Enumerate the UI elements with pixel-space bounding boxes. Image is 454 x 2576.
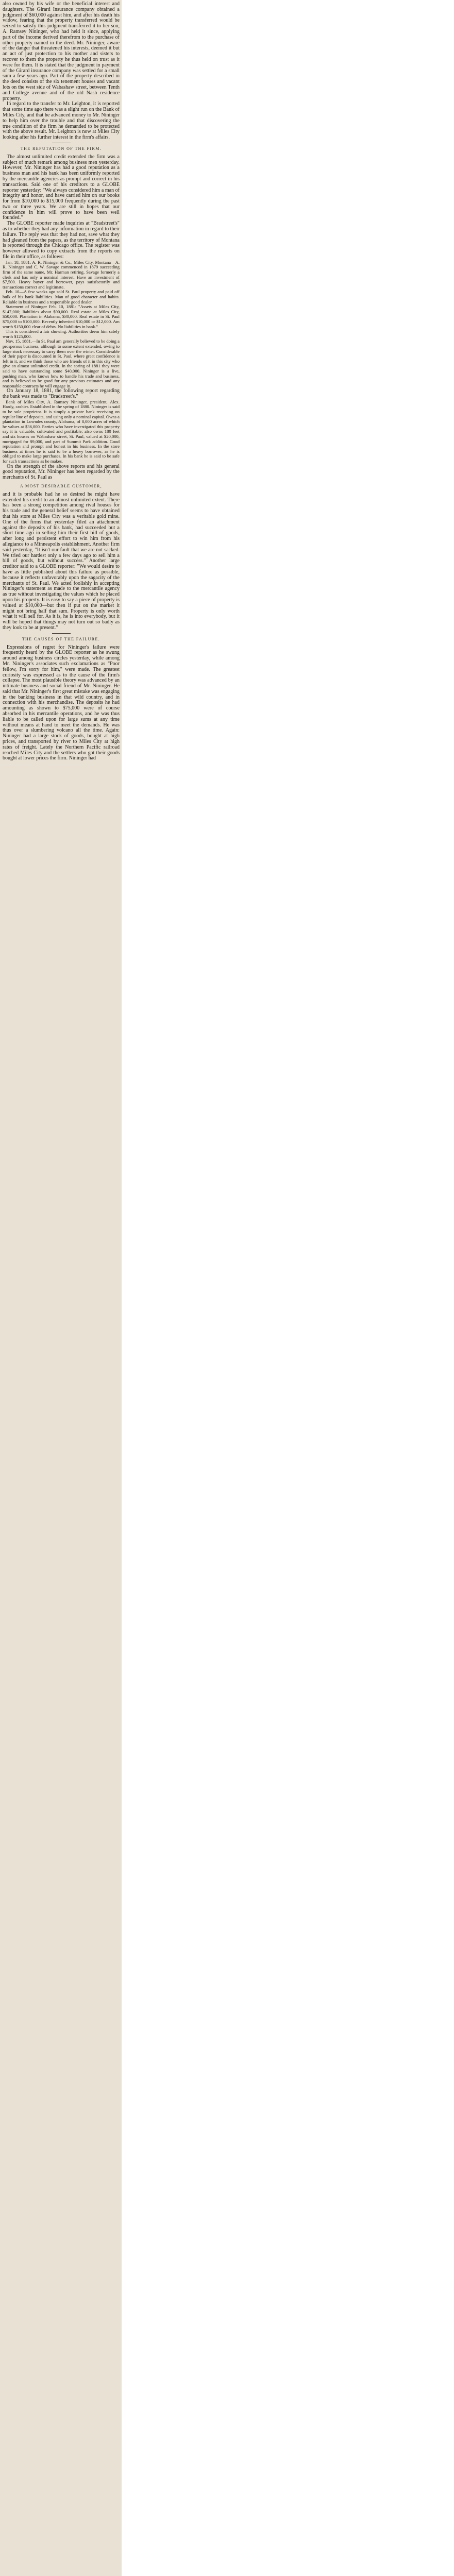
section-divider xyxy=(52,633,71,634)
report-entry: Nov. 15, 1881.—In St. Paul am generally believed to be doing a prosperous business, although to some extent extended, owing to large stock necessary to carry them over the winter. Considerable of their paper is discounted in St. Paul, where great confidence is felt in it, and we think those who are friends of it in this city who give an almost unlimited credit. In the spring of 1881 they were said to have outstanding some $40,000. Nininger is a live, pushing man, who knows how to handle his trade and business, and is believed to be good for any previous estimates and any reasonable contracts he will engage in. xyxy=(3,338,120,388)
paragraph: The almost unlimited credit extended the firm was a subject of much remark among business men yesterday. However, Mr. Nininger has had a good reputation as a business man and his bank has been uniformly reported by the mercantile agencies as prompt and correct in his transactions. Said one of his creditors to a GLOBE reporter yesterday: "We always considered him a man of integrity and honor, and have carried him on our books for from $10,000 to $15,000 frequently during the past two or three years. We are still in hopes that our confidence in him will prove to have been well founded." xyxy=(3,154,120,221)
report-entry: Jan. 18, 1881. A. R. Nininger & Co., Miles City, Montana—A. R. Nininger and C. W. Savage commenced in 1879 succeeding firm of the same name, Mr. Harman retiring. Savage formerly a clerk and has only a nominal interest. Have an investment of $7,500. Heavy buyer and borrower, pays satisfactorily and transactions correct and legitimate. xyxy=(3,259,120,290)
paragraph: The GLOBE reporter made inquiries at "Bradstreet's" as to whether they had any information in regard to their failure. The reply was that they had not, save what they had gleaned from the papers, as the territory of Montana is reported through the Chicago office. The register was however allowed to copy extracts from the reports on file in their office, as follows: xyxy=(3,221,120,260)
report-entry: Feb. 10—A few weeks ago sold St. Paul property and paid off bulk of his bank liabilities. Man of good character and habits. Reliable in business and a responsible good dealer. xyxy=(3,289,120,304)
section-causes xyxy=(3,637,120,762)
newspaper-column xyxy=(0,0,122,2576)
report-entry: Statement of Nininger Feb. 10, 1881: "Assets at Miles City, $147,000; liabilities about $90,000. Real estate at Miles City, $50,000. Plantation in Alabama, $30,000. Real estate in St. Paul $75,000 to $100,000. Recently inherited $10,000 or $12,000. Am worth $150,000 clear of debts. No liabilities in bank." xyxy=(3,304,120,329)
bank-report-entry: Bank of Miles City, A. Ramsey Nininger, president, Alex. Hardy, cashier. Established in the spring of 1880. Nininger is said to be sole proprietor. It is simply a private bank receiving on regular line of deposits, and using only a nominal capital. Owns a plantation in Lowndes county, Alabama, of 8,000 acres of which he values at $36,000. Parties who have investigated this property say it is valuable, cultivated and profitable; also owns 180 feet and six houses on Wabashaw street, St. Paul, valued at $20,000, mortgaged for $9,000, and part of Summit Park addition. Good reputation and prompt and honest in his business. In the store business at times he is said to be a heavy borrower, as he is obliged to make large purchases. In his bank he is said to be safe for such transactions as he makes. xyxy=(3,399,120,464)
section-desirable-customer xyxy=(3,484,120,631)
article-intro xyxy=(3,2,120,141)
section-heading: THE CAUSES OF THE FAILURE. xyxy=(22,636,100,641)
blank-margin xyxy=(122,0,454,2576)
paragraph: On the strength of the above reports and his general good reputation, Mr. Nininger has been regarded by the merchants of St. Paul as xyxy=(3,463,120,481)
paragraph: and it is probable had he so desired he might have extended his credit to an almost unlimited extent. There has been a strong competition among rival houses for his trade and the general belief seems to have obtained that his store at Miles City was a veritable gold mine. One of the firms that yesterday filed an attachment against the deposits of his bank, had succeeded but a short time ago in selling him their first bill of goods, after long and persistent effort to win him from his allegiance to a Minneapolis establishment. Another firm said yesterday, "It isn't our fault that we are not sacked. We tried our hardest only a few days ago to sell him a bill of goods, but without success." Another large creditor said to a GLOBE reporter: "We would desire to have as little published about this failure as possible, because it reflects unfavorably upon the sagacity of the merchants of St. Paul. We acted foolishly in accepting Nininger's statement as made to the mercantile agency as true without investigating the values which he placed upon his property. It is easy to say a piece of property is valued at $10,000—but then if put on the market it might not bring half that sum. Property is only worth what it will sell for. As it is, he is into everybody, but it will be hoped that things may not turn out so badly as they look to be at present." xyxy=(3,491,120,631)
section-heading: A MOST DESIRABLE CUSTOMER, xyxy=(20,484,103,488)
report-entry: This is considered a fair showing. Authorities deem him safely worth $125,000. xyxy=(3,329,120,339)
paragraph: On January 18, 1881, the following report regarding the bank was made to "Bradstreet's." xyxy=(3,388,120,400)
section-heading: THE REPUTATION OF THE FIRM. xyxy=(20,146,102,151)
paragraph: Expressions of regret for Nininger's failure were frequently heard by the GLOBE reporter as he swung around among business circles yesterday, while among Mr. Nininger's associates such exclamations as "Poor fellow, I'm sorry for him," were made. The greatest curiosity was expressed as to the cause of the firm's collapse. The most plausible theory was advanced by an intimate business and social friend of Mr. Nininger. He said that Mr. Nininger's first great mistake was engaging in the banking business in that wild country, and in connection with his merchandise. The deposits he had amounting as shown to $75,000 were of course absorbed in his mercantile operations, and he was thus liable to be called upon for large sums at any time without means at hand to meet the demands. He was thus over a slumbering volcano all the time. Again: Nininger had a large stock of goods, bought at high prices, and transported by river to Miles City at high rates of freight. Lately the Northern Pacific railroad reached Miles City and the settlers who got their goods bought at lower prices the firm. Nininger had xyxy=(3,644,120,761)
paragraph: also owned by his wife or the beneficial interest and daughters. The Girard Insurance company obtained a judgment of $60,000 against him, and after his death his widow, fearing that the property transferred would be seized to satisfy this judgment transferred it to her son, A. Ramsey Nininger, who had held it since, applying part of the income derived therefrom to the purchase of other property named in the deed. Mr. Nininger, aware of the danger that threatened his interests, deemed it but an act of just protection to his mother and sisters to recover to them the property he thus held on trust as it were for them. It is stated that the judgment in payment of the Girard insurance company was settled for a small sum a few years ago. Part of the property described in the deed consists of the six tenement houses and vacant lots on the west side of Wabashaw street, between Tenth and College avenue and of the old Nash residence property. xyxy=(3,1,120,101)
paragraph: In regard to the transfer to Mr. Leighton, it is reported that some time ago there was a slight run on the Bank of Miles City, and that he advanced money to Mr. Nininger to help him over the trouble and that discovering the true condition of the firm he demanded to be protected with the above result. Mr. Leighton is now at Miles City looking after his further interest in the firm's affairs. xyxy=(3,101,120,141)
section-reputation xyxy=(3,146,120,481)
